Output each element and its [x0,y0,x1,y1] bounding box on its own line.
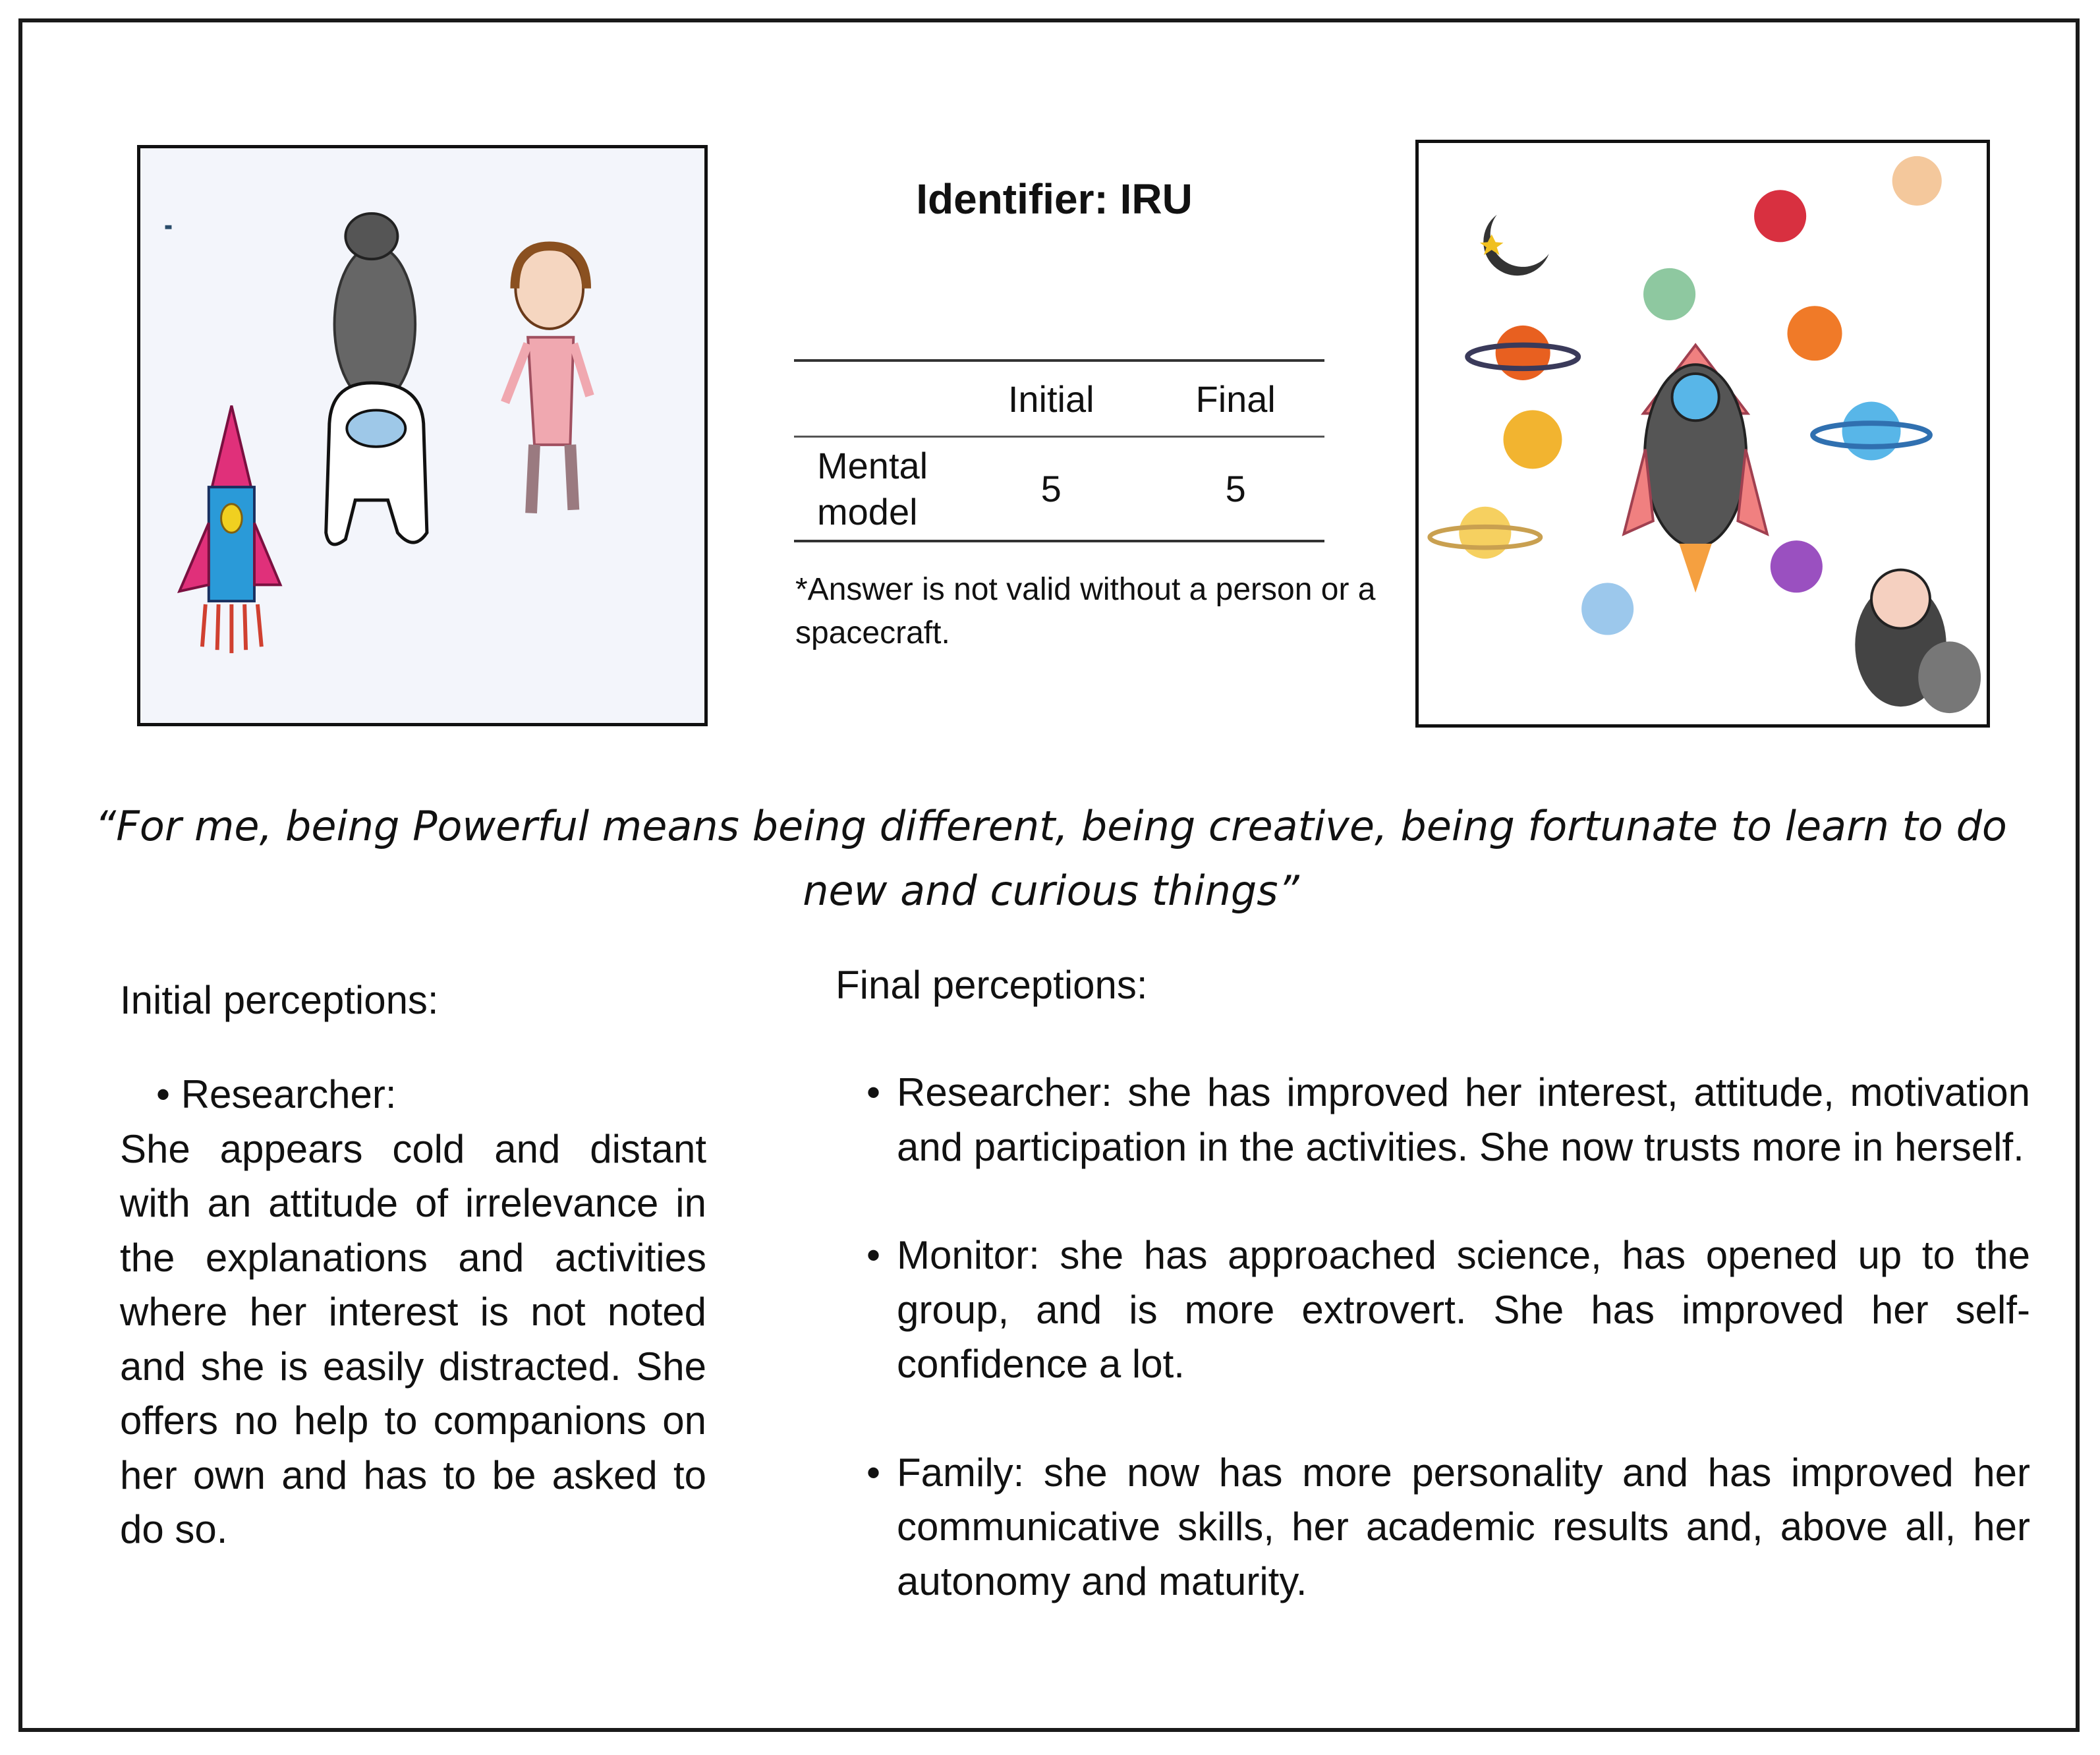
mental-model-table [794,359,1324,542]
row-label-line1: Mental [817,444,928,486]
initial-perceptions-text: She appears cold and distant with an attitude of irrelevance in the explanations and activities where her interest is not noted and she is easily distracted. She offers no help to companions on her own and has to be asked to do so. [120,1126,706,1551]
initial-perceptions-section [120,1068,706,1557]
final-drawing-image [1415,140,1990,728]
initial-drawing-image [137,145,708,726]
table-header-row [794,360,1324,437]
table-row [794,437,1324,542]
final-item-text-family: Family: she now has more personality and has improved her communicative skills, her academic results and, above all, her autonomy and maturity. [897,1450,2030,1603]
identifier-title [857,175,1252,223]
initial-drawing-illustration [140,148,704,723]
bullet-icon: • [156,1072,171,1116]
initial-role-line [120,1068,706,1122]
final-item-text-researcher: Researcher: she has improved her interest, attitude, motivation and participation in the activities. She now trusts more in herself. [897,1070,2030,1169]
bullet-icon: • [866,1233,881,1277]
table-row-label [794,437,955,542]
table-header-final: Final [1195,378,1276,420]
final-perceptions-heading: Final perceptions: [836,963,1148,1007]
validity-note: *Answer is not valid without a person or a spacecraft. [795,572,1376,650]
row-label-line2: model [817,490,918,532]
initial-perceptions-heading: Initial perceptions: [120,978,439,1022]
final-item-text-monitor: Monitor: she has approached science, has opened up to the group, and is more extrovert. She has improved her self-confidence a lot. [897,1233,2030,1386]
bullet-icon: • [866,1070,881,1114]
identifier-value: IRU [1120,175,1193,223]
initial-role-label: Researcher: [181,1072,397,1116]
list-item [860,1446,2030,1609]
final-value: 5 [1225,467,1246,509]
final-perceptions-list [860,1066,2030,1663]
identifier-label: Identifier: [916,175,1108,223]
table-header-empty [794,360,955,437]
list-item [860,1228,2030,1392]
initial-value: 5 [1040,467,1062,509]
quote-text: “For me, being Powerful means being different, being creative, being fortunate to learn to do new and curious things” [95,802,2007,915]
table-header-initial: Initial [1007,378,1094,420]
bullet-icon: • [866,1450,881,1495]
final-drawing-illustration [1419,143,1987,724]
list-item [860,1066,2030,1174]
